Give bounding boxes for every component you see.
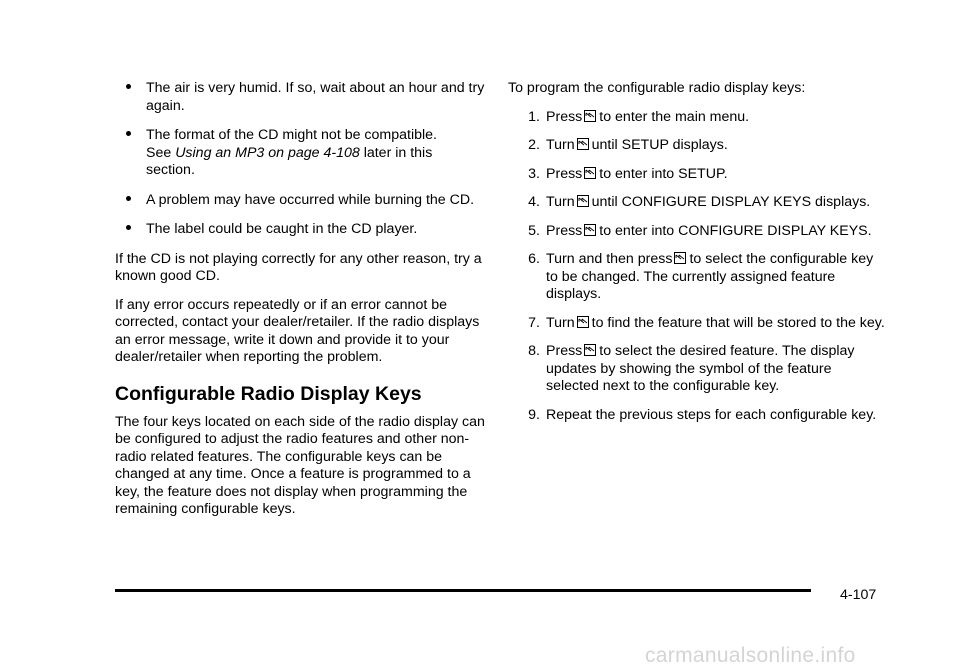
- list-item: A problem may have occurred while burning the CD.: [115, 192, 485, 210]
- step-text: Turn and then press to select the configurable key to be changed. The currently assigned feature displays.: [546, 251, 874, 302]
- list-item: [508, 251, 888, 304]
- step-text: Turn until SETUP displays.: [546, 137, 728, 153]
- list-item: [508, 407, 888, 425]
- paragraph: The four keys located on each side of the radio display can be configured to adjust the radio features and other non-radio related features. The configurable keys can be changed at any time. Once a feature is programmed to a key, the feature does not display when programming the remaining configurable keys.: [115, 413, 485, 517]
- step-text: Turn to find the feature that will be stored to the key.: [546, 314, 885, 331]
- step-number: 1.: [528, 108, 540, 125]
- tune-select-knob-icon: [584, 224, 596, 236]
- list-item: [508, 223, 888, 241]
- list-item: [508, 343, 888, 396]
- list-item: The format of the CD might not be compatible. See Using an MP3 on page 4-108 later in this section.: [115, 127, 485, 180]
- step-text: Turn until CONFIGURE DISPLAY KEYS displays.: [546, 194, 871, 210]
- step-number: 4.: [528, 194, 540, 210]
- list-item: The air is very humid. If so, wait about an hour and try again.: [115, 80, 485, 115]
- tune-select-knob-icon: [584, 167, 596, 179]
- watermark: carmanualsonline.info: [645, 644, 856, 667]
- bullet-list: [115, 80, 485, 239]
- steps-intro: To program the configurable radio display keys:: [508, 80, 806, 96]
- list-item: The label could be caught in the CD player.: [115, 221, 485, 239]
- steps-list: [508, 109, 888, 425]
- footer-rule: [115, 589, 811, 592]
- page-number: 4-107: [840, 587, 877, 603]
- tune-select-knob-icon: [577, 316, 589, 328]
- list-item: [508, 137, 888, 155]
- tune-select-knob-icon: [584, 344, 596, 356]
- step-text: Press to enter the main menu.: [546, 108, 750, 125]
- right-column: [508, 80, 888, 435]
- step-text: Press to enter into CONFIGURE DISPLAY KEYS.: [546, 222, 872, 239]
- step-number: 7.: [528, 314, 540, 331]
- step-number: 5.: [528, 222, 540, 239]
- list-item: [508, 166, 888, 184]
- tune-select-knob-icon: [577, 138, 589, 150]
- paragraph: If any error occurs repeatedly or if an error cannot be corrected, contact your dealer/retailer. If the radio displays an error message, write it down and provide it to your dealer/retailer when reporting the problem.: [115, 296, 480, 365]
- step-number: 2.: [528, 137, 540, 153]
- step-text: Press to select the desired feature. The display updates by showing the symbol of the feature selected next to the configurable key.: [546, 343, 855, 394]
- step-text: Press to enter into SETUP.: [546, 165, 728, 182]
- cross-reference-link[interactable]: Using an MP3 on page 4-108: [175, 144, 360, 161]
- step-number: 3.: [528, 165, 540, 182]
- step-number: 9.: [528, 406, 540, 423]
- list-item: [508, 194, 888, 212]
- paragraph: If the CD is not playing correctly for any other reason, try a known good CD.: [115, 250, 482, 284]
- tune-select-knob-icon: [584, 110, 596, 122]
- tune-select-knob-icon: [674, 252, 686, 264]
- left-column: [115, 80, 485, 530]
- list-item: [508, 109, 888, 127]
- section-heading: Configurable Radio Display Keys: [115, 382, 422, 405]
- step-number: 6.: [528, 251, 540, 267]
- step-number: 8.: [528, 343, 540, 359]
- tune-select-knob-icon: [577, 195, 589, 207]
- step-text: Repeat the previous steps for each configurable key.: [546, 406, 877, 423]
- list-item: [508, 315, 888, 333]
